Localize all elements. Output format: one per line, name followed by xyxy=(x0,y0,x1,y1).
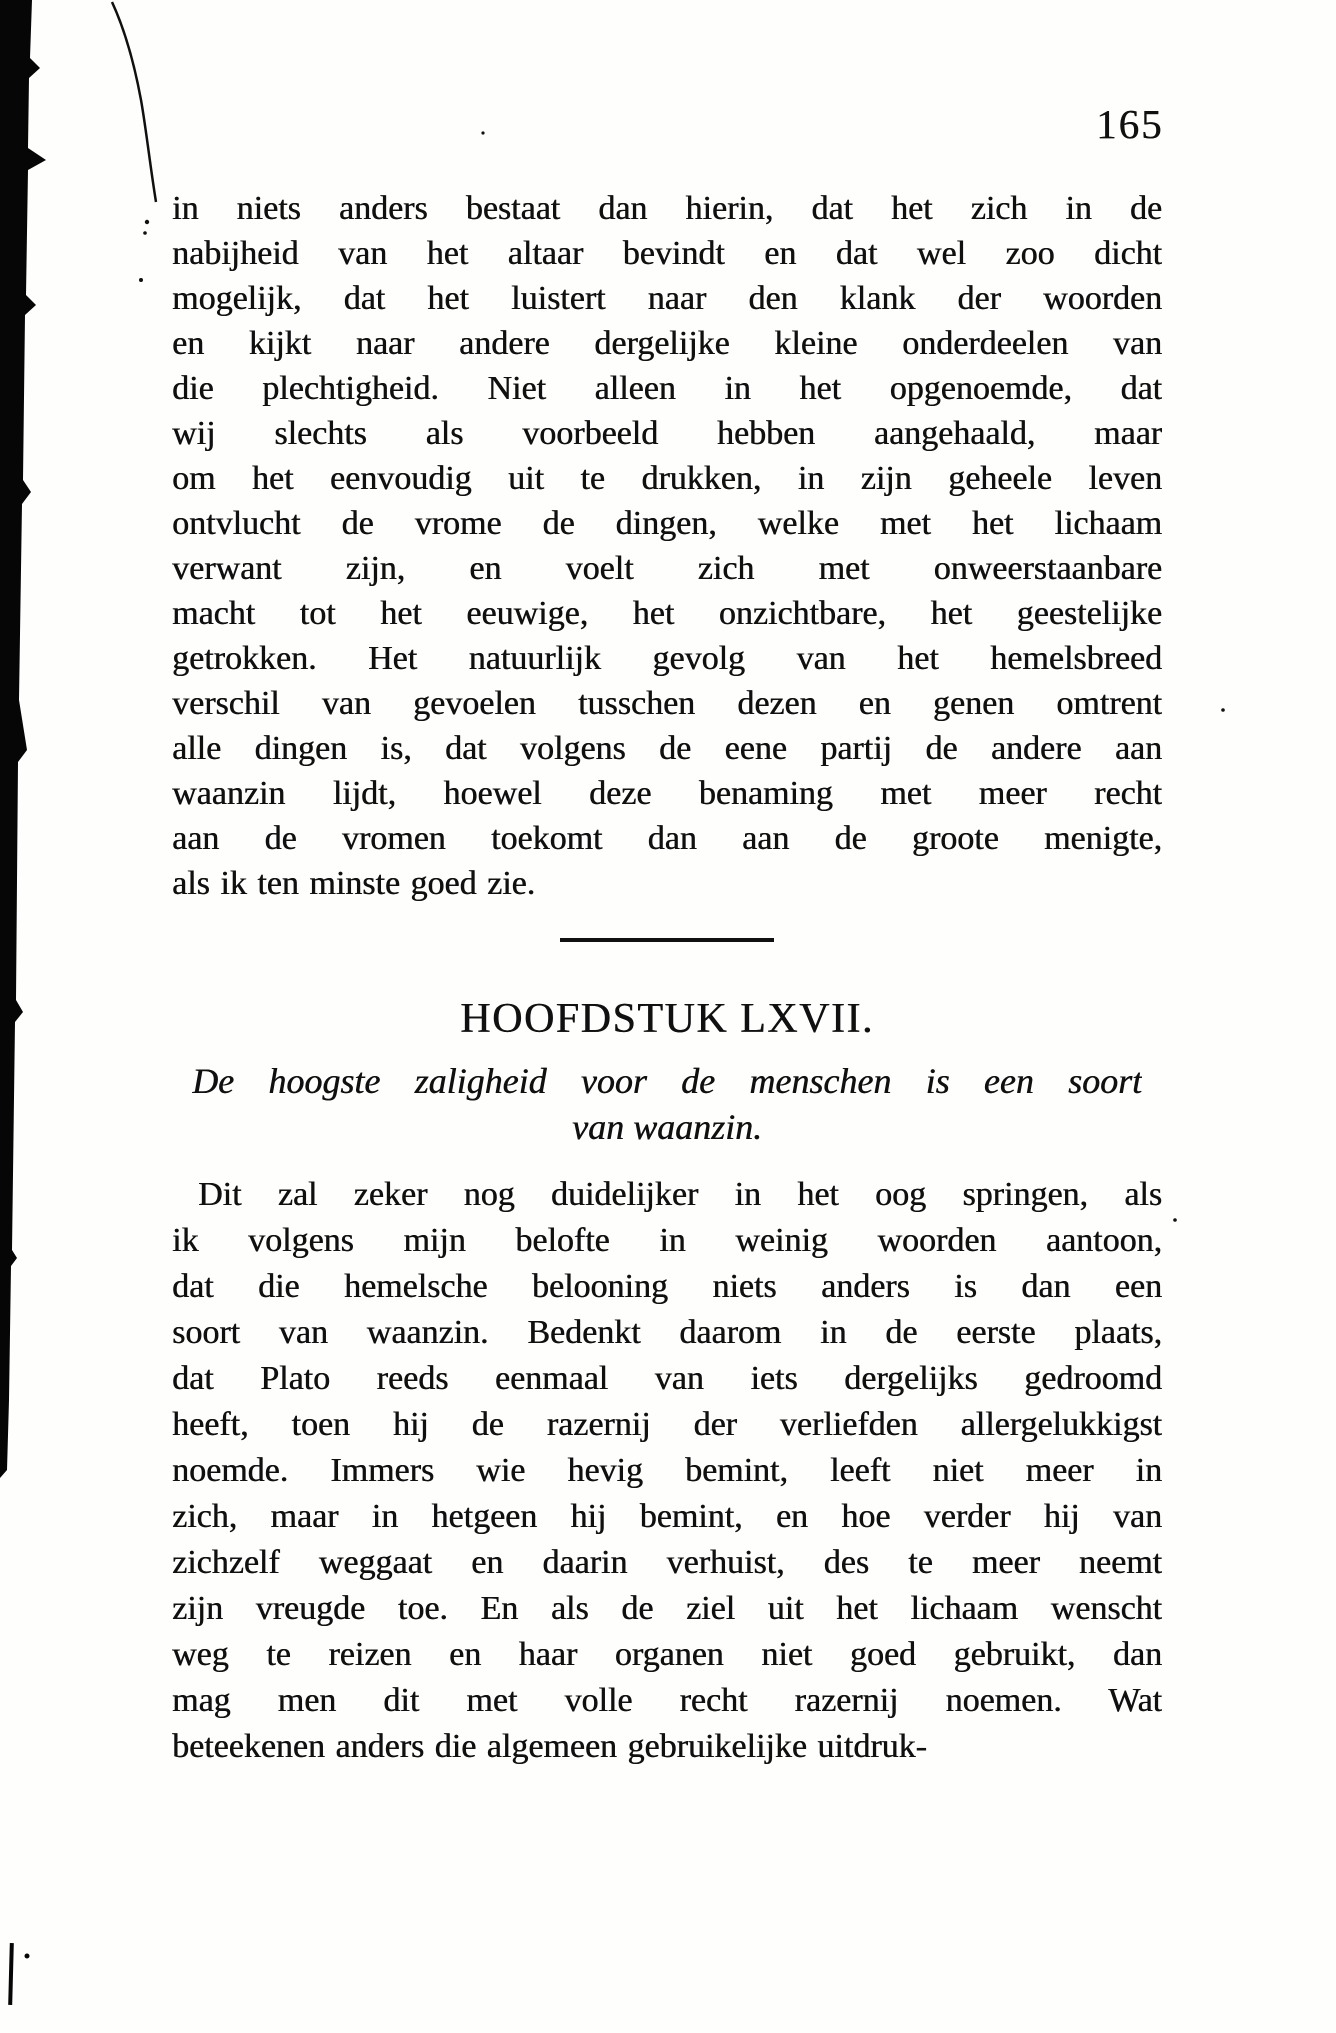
text-line: weg te reizen en haar organen niet goed gebruikt, dan xyxy=(172,1636,1162,1673)
chapter-divider-rule xyxy=(560,938,774,942)
text-line: zichzelf weggaat en daarin verhuist, des te meer neemt xyxy=(172,1544,1162,1581)
text-line: in niets anders bestaat dan hierin, dat het zich in de xyxy=(172,190,1162,227)
text-line: soort van waanzin. Bedenkt daarom in de eerste plaats, xyxy=(172,1314,1162,1351)
text-line: noemde. Immers wie hevig bemint, leeft niet meer in xyxy=(172,1452,1162,1489)
text-line: als ik ten minste goed zie. xyxy=(172,865,536,902)
ink-speck xyxy=(1221,708,1225,712)
text-line: ik volgens mijn belofte in weinig woorden aantoon, xyxy=(172,1222,1162,1259)
paragraph-2 xyxy=(172,1172,1162,1770)
text-line: dat Plato reeds eenmaal van iets dergelijks gedroomd xyxy=(172,1360,1162,1397)
text-line: waanzin lijdt, hoewel deze benaming met meer recht xyxy=(172,775,1162,812)
text-line: mag men dit met volle recht razernij noemen. Wat xyxy=(172,1682,1162,1719)
text-line: nabijheid van het altaar bevindt en dat wel zoo dicht xyxy=(172,235,1162,272)
ink-speck xyxy=(25,1954,30,1959)
text-line: dat die hemelsche belooning niets anders is dan een xyxy=(172,1268,1162,1305)
paragraph-1 xyxy=(172,186,1162,906)
chapter-subtitle-line-1: De hoogste zaligheid voor de menschen is een soort xyxy=(192,1061,1142,1101)
text-line: heeft, toen hij de razernij der verliefden allergelukkigst xyxy=(172,1406,1162,1443)
text-line: die plechtigheid. Niet alleen in het opgenoemde, dat xyxy=(172,370,1162,407)
text-line: mogelijk, dat het luistert naar den klank der woorden xyxy=(172,280,1162,317)
text-line: beteekenen anders die algemeen gebruikelijke uitdruk- xyxy=(172,1728,927,1765)
text-line: zijn vreugde toe. En als de ziel uit het lichaam wenscht xyxy=(172,1590,1162,1627)
text-line: wij slechts als voorbeeld hebben aangehaald, maar xyxy=(172,415,1162,452)
text-line: en kijkt naar andere dergelijke kleine onderdeelen van xyxy=(172,325,1162,362)
text-line: verwant zijn, en voelt zich met onweerstaanbare xyxy=(172,550,1162,587)
scratch-mark xyxy=(112,2,156,202)
ink-speck xyxy=(481,131,484,134)
text-line: ontvlucht de vrome de dingen, welke met het lichaam xyxy=(172,505,1162,542)
text-line: aan de vromen toekomt dan aan de groote menigte, xyxy=(172,820,1162,857)
scan-bottom-tick xyxy=(8,1943,14,2005)
text-line: om het eenvoudig uit te drukken, in zijn geheele leven xyxy=(172,460,1162,497)
chapter-heading: HOOFDSTUK LXVII. xyxy=(460,996,874,1042)
text-line: zich, maar in hetgeen hij bemint, en hoe verder hij van xyxy=(172,1498,1162,1535)
ink-speck xyxy=(143,231,147,235)
text-line: getrokken. Het natuurlijk gevolg van het hemelsbreed xyxy=(172,640,1162,677)
chapter-subtitle-line-2: van waanzin. xyxy=(571,1107,763,1147)
text-line: verschil van gevoelen tusschen dezen en genen omtrent xyxy=(172,685,1162,722)
text-line: alle dingen is, dat volgens de eene partij de andere aan xyxy=(172,730,1162,767)
text-line: Dit zal zeker nog duidelijker in het oog springen, als xyxy=(198,1176,1162,1213)
ink-speck xyxy=(139,278,143,282)
text-line: macht tot het eeuwige, het onzichtbare, het geestelijke xyxy=(172,595,1162,632)
ink-speck xyxy=(145,220,149,224)
page-number: 165 xyxy=(1096,101,1164,147)
scan-gutter-artifact xyxy=(0,0,46,1478)
ink-speck xyxy=(1173,1218,1177,1222)
